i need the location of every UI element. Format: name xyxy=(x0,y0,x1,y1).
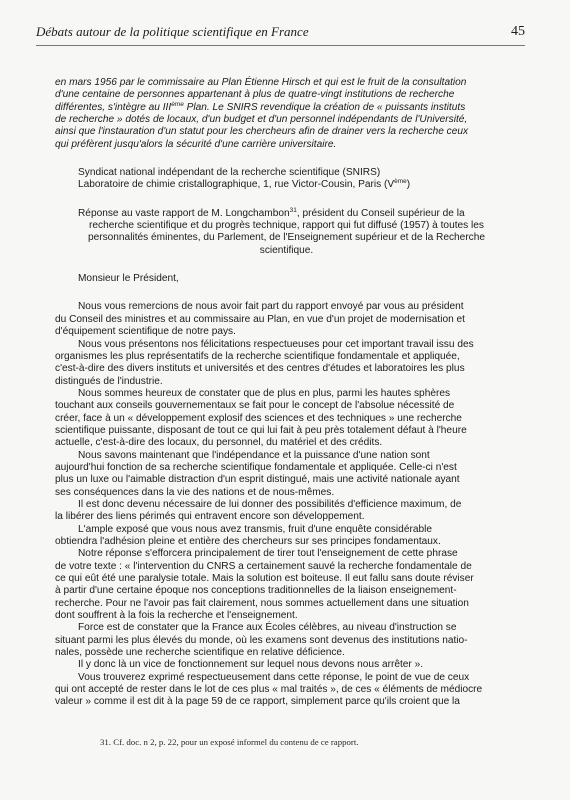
paragraph: Il est donc devenu nécessaire de lui donner des possibilités d'efficience maximum, de la libérer des liens périmés qui entravent encore son développement. xyxy=(55,498,462,523)
paragraph: Il y donc là un vice de fonctionnement sur lequel nous devons nous arrêter ». xyxy=(78,659,424,671)
text-line: qui préfèrent jusqu'alors la sécurité d'une carrière universitaire. xyxy=(55,138,337,150)
paragraph: Nous vous présentons nos félicitations respectueuses pour cet important travail issu des organismes les plus représentatifs de la recherche scientifique fondamentale et appliquée, c'est-à-dire des divers instituts et universités et des centres d'études et laboratoires les plus distingués de l'industrie. xyxy=(55,338,474,387)
paragraph: L'ample exposé que vous nous avez transmis, fruit d'une enquête considérable obtiendra l'adhésion pleine et entière des chercheurs sur ses principes fondamentaux. xyxy=(55,523,441,547)
text-line: de recherche » dotés de locaux, d'un budget et d'un personnel indépendants de l'Université, xyxy=(55,114,468,126)
response-heading: Réponse au vaste rapport de M. Longchambon$^{31}$, président du Conseil supérieur de la recherche scientifique et du progrès technique, rapport qui fut diffusé (1957) à toutes les personnalités éminentes, du Parlement, de l'Enseignement supérieur et de la Recherche scientifique. xyxy=(78,206,486,256)
paragraph: Nous savons maintenant que l'indépendance et la puissance d'une nation sont aujourd'hui fonction de sa recherche scientifique fondamentale et appliquée. Celle-ci n'est plus un luxe ou l'aimable distraction d'un esprit distingué, mais une activité nationale ayant ses conséquences dans la vie des nations et de nous-mêmes. xyxy=(55,449,460,498)
paragraph: Notre réponse s'efforcera principalement de tirer tout l'enseignement de cette phrase de votre texte : « l'intervention du CNRS a certainement sauvé la recherche fondamentale de ce qui eût été une paralysie totale. Mais la solution est boiteuse. Il eut fallu sans doute réviser à partir d'une certaine époque nos conceptions traditionnelles de la liaison enseignement- recherche. Pour ne l'avoir pas fait clairement, nous sommes actuellement dans une situation dont souffrent à la fois la recherche et l'enseignement. xyxy=(55,548,474,622)
running-title: Débats autour de la politique scientifique en France xyxy=(36,24,309,39)
sender-name: Syndicat national indépendant de la recherche scientifique (SNIRS) xyxy=(78,167,381,179)
paragraph: Nous vous remercions de nous avoir fait part du rapport envoyé par vous au président du Conseil des ministres et au commissaire au Plan, en vue d'un projet de modernisation et d'équipement scientifique de notre pays. xyxy=(55,301,465,338)
page-number: 45 xyxy=(511,24,525,39)
page-body xyxy=(55,77,518,709)
paragraph: Force est de constater que la France aux Écoles célèbres, au niveau d'instruction se situant parmi les plus élevés du monde, où les examens sont devenus des institutions natio- nales, possède une recherche scientifique en relative déficience. xyxy=(55,622,468,659)
letter-body xyxy=(55,301,518,708)
sender-address xyxy=(55,167,518,192)
text-line: en mars 1956 par le commissaire au Plan Étienne Hirsch et qui est le fruit de la consultation xyxy=(55,77,467,88)
footnote-ref: 31 xyxy=(289,206,297,214)
text-line: ainsi que l'instauration d'un statut pour les chercheurs afin de drainer vers la recherche ceux xyxy=(55,126,469,138)
text-line: différentes, s'intègre au IIIème Plan. Le SNIRS revendique la création de « puissants instituts xyxy=(55,100,466,113)
salutation: Monsieur le Président, xyxy=(78,273,179,285)
paragraph: Nous sommes heureux de constater que de plus en plus, parmi les hautes sphères touchant aux conseils gouvernementaux se fait pour le concept de l'absolue nécessité de créer, face à un « développement explosif des sciences et des techniques » une recherche scientifique puissante, disposant de tout ce qui lui fait à peu près totalement défaut à l'heure actuelle, c'est-à-dire des locaux, du personnel, du matériel et des crédits. xyxy=(55,387,467,449)
paragraph: Vous trouverez exprimé respectueusement dans cette réponse, le point de vue de ceux qui ont accepté de rester dans le lot de ces plus « mal traités », de ces « éléments de médiocre valeur » comme il est dit à la page 59 de ce rapport, simplement parce qu'ils croient que la xyxy=(55,671,483,708)
footnote: 31. Cf. doc. n 2, p. 22, pour un exposé informel du contenu de ce rapport. xyxy=(100,737,359,747)
intro-paragraph xyxy=(55,77,518,151)
sender-location: Laboratoire de chimie cristallographique, 1, rue Victor-Cousin, Paris (Vème) xyxy=(78,178,411,191)
running-header xyxy=(36,24,525,40)
header-rule xyxy=(36,45,525,46)
text-line: d'une centaine de personnes appartenant à plus de quatre-vingt institutions de recherche xyxy=(55,89,455,101)
